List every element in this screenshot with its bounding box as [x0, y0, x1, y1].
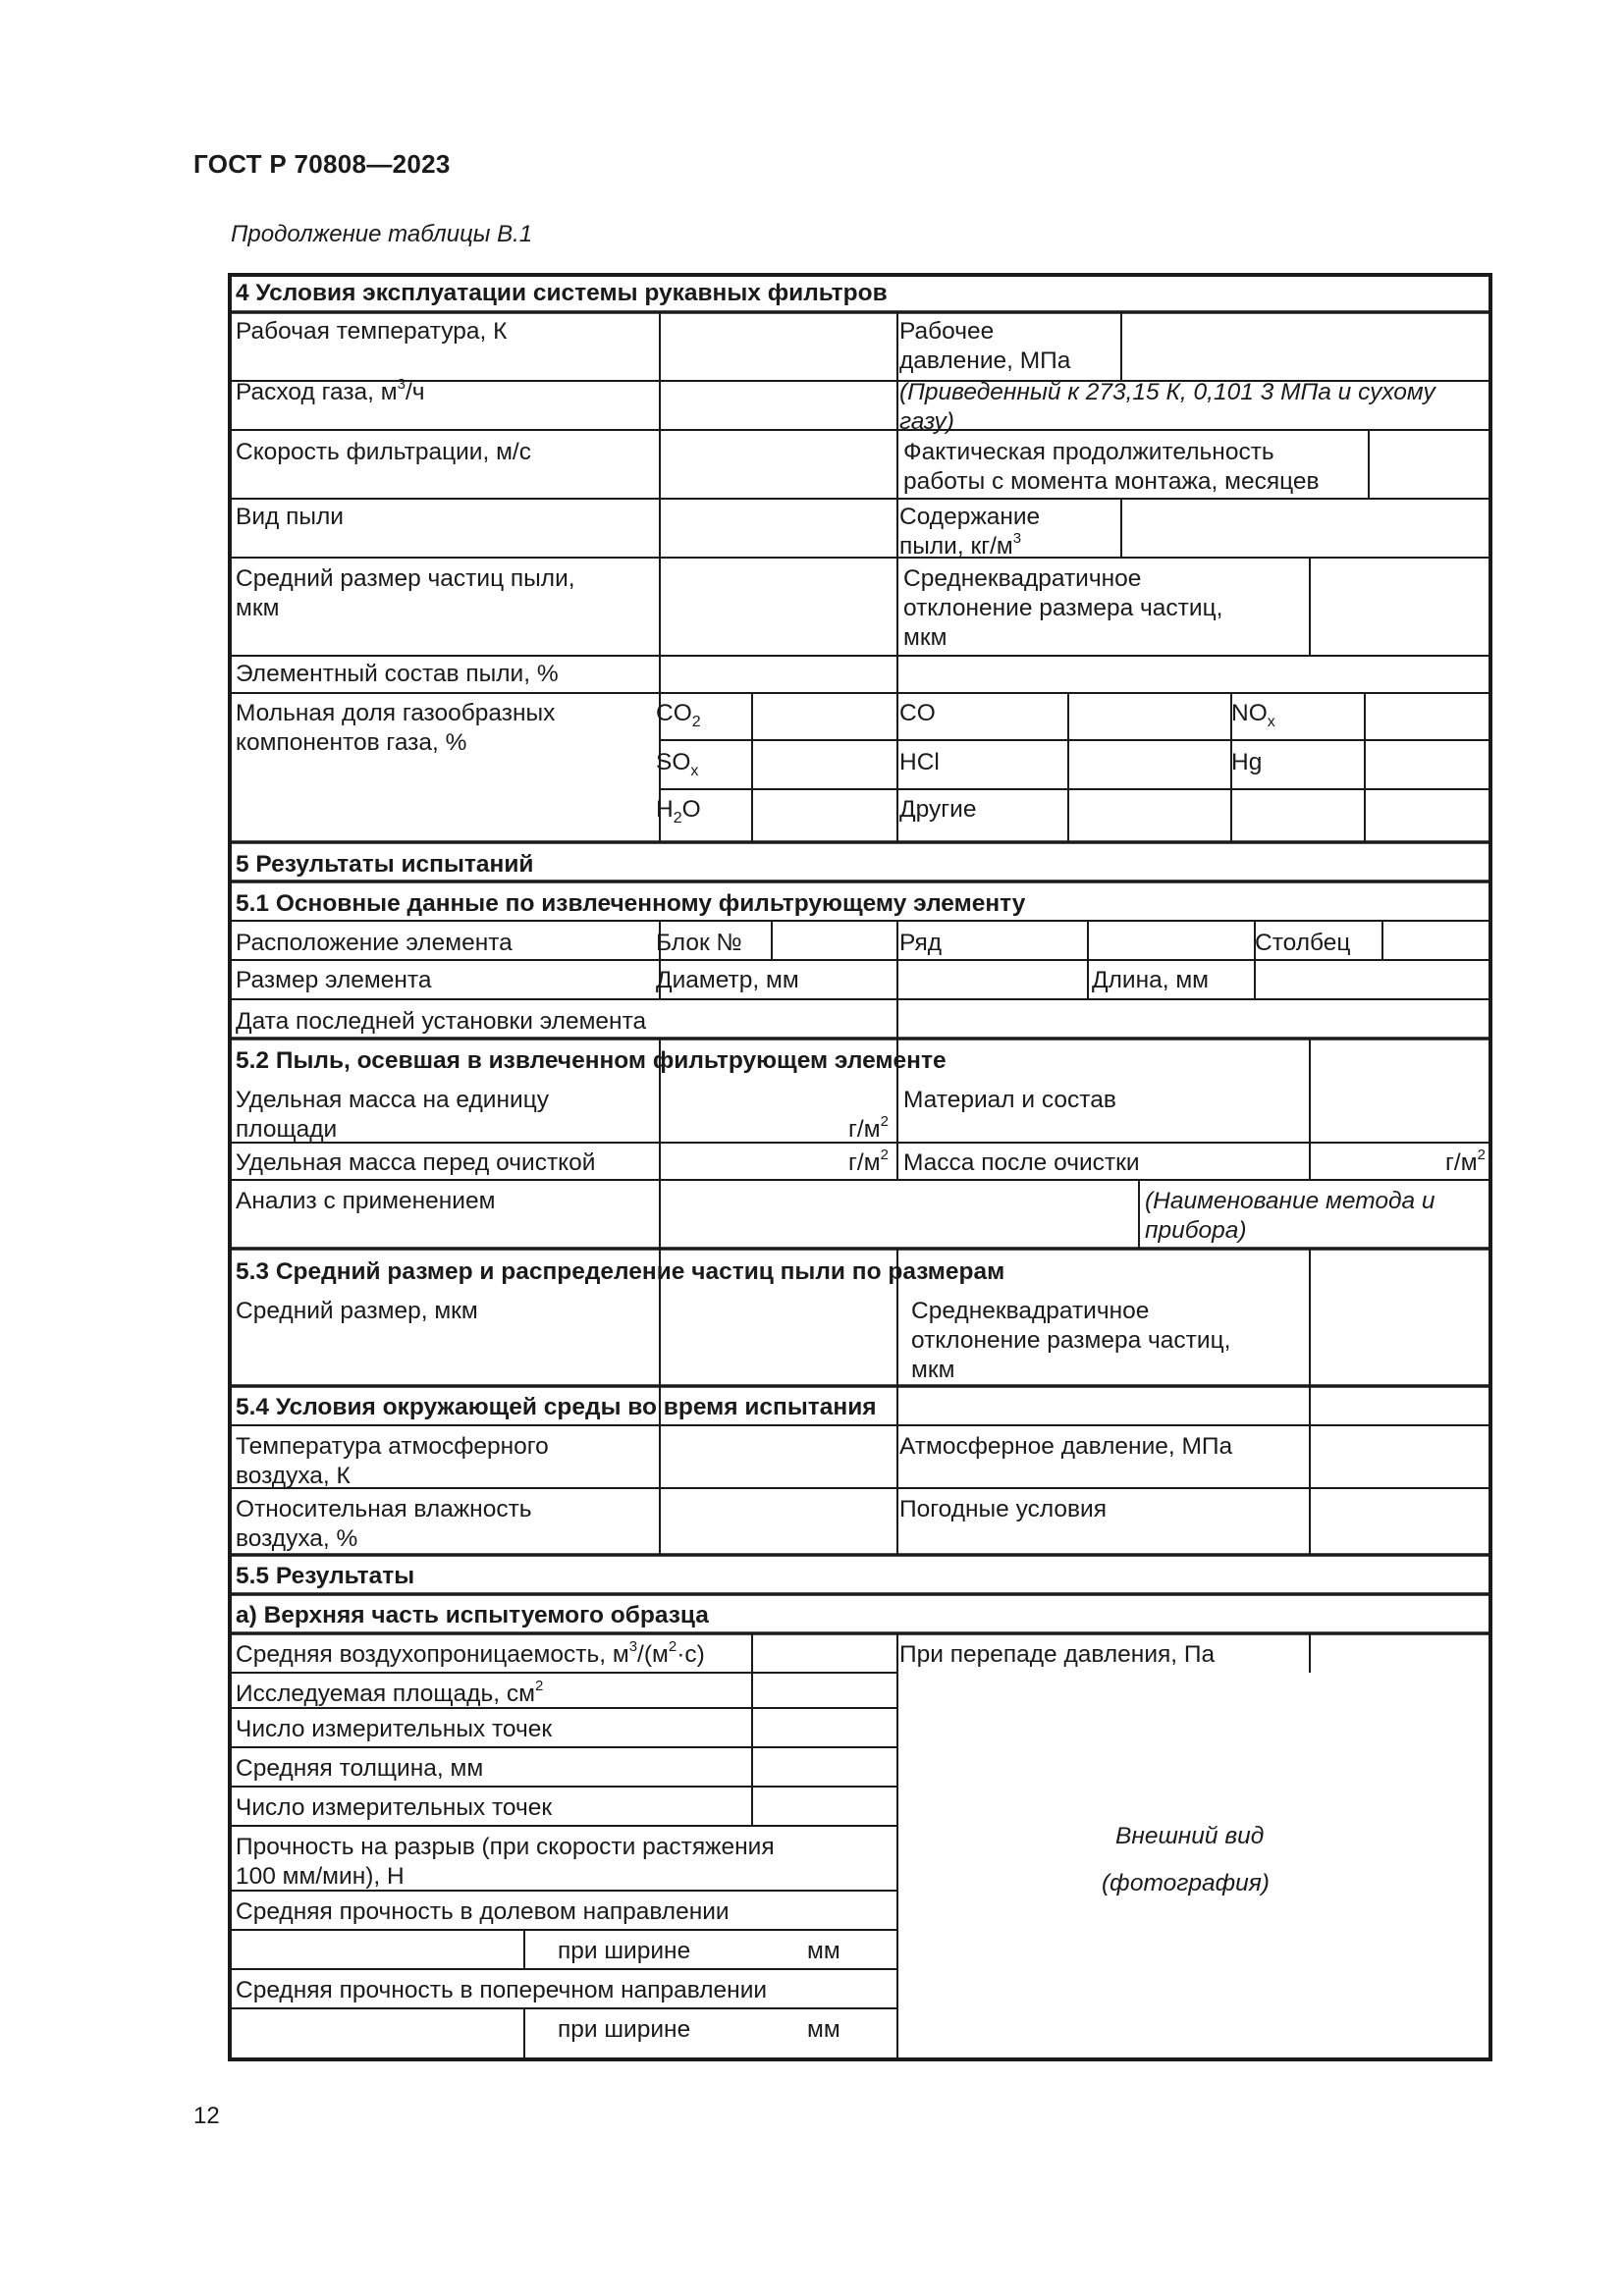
weather-label: Погодные условия [899, 1496, 1107, 1522]
mean-size-label-2: мкм [236, 595, 280, 621]
document-header: ГОСТ Р 70808—2023 [193, 149, 451, 179]
table-continuation-caption: Продолжение таблицы В.1 [231, 221, 533, 247]
gas-flow-label: Расход газа, $м^3/ч$ [236, 376, 425, 405]
elemental-composition-label: Элементный состав пыли, % [236, 661, 559, 687]
specific-mass-unit: $г/м^2$ [848, 1113, 889, 1143]
std-label-1: Среднеквадратичное [903, 565, 1142, 592]
std-label-2: отклонение размера частиц, [903, 595, 1223, 621]
std-label-3: мкм [903, 624, 947, 651]
cross-width-label: при ширине [558, 2016, 691, 2043]
long-strength-label: Средняя прочность в долевом направлении [236, 1898, 730, 1925]
nox-label: $NO_x$ [1231, 700, 1275, 730]
specific-mass-label-1: Удельная масса на единицу [236, 1087, 549, 1113]
section-5-5-a-title: а) Верхняя часть испытуемого образца [236, 1602, 709, 1629]
thickness-label: Средняя толщина, мм [236, 1755, 484, 1782]
area-label: Исследуемая площадь, $см^2$ [236, 1678, 544, 1707]
section-5-1-title: 5.1 Основные данные по извлеченному фильтрующему элементу [236, 890, 1026, 917]
material-label: Материал и состав [903, 1087, 1116, 1113]
cross-strength-label: Средняя прочность в поперечном направлении [236, 1977, 768, 2003]
section-5-title: 5 Результаты испытаний [236, 851, 534, 878]
method-note-2: прибора) [1145, 1217, 1247, 1244]
element-size-label: Размер элемента [236, 967, 432, 993]
section-5-2-title: 5.2 Пыль, осевшая в извлеченном фильтрующем элементе [236, 1047, 947, 1074]
method-note-1: (Наименование метода и [1145, 1188, 1435, 1214]
section-4-title: 4 Условия эксплуатации системы рукавных фильтров [236, 280, 888, 306]
molar-fraction-label-1: Мольная доля газообразных [236, 700, 556, 726]
other-label: Другие [899, 796, 977, 823]
photo-label-1: Внешний вид [1115, 1823, 1265, 1849]
humidity-label-2: воздуха, % [236, 1525, 358, 1552]
dust-type-label: Вид пыли [236, 504, 344, 530]
long-width-label: при ширине [558, 1938, 691, 1964]
h2o-label: $H_2O$ [656, 796, 701, 827]
diameter-label: Диаметр, мм [656, 967, 799, 993]
dust-content-label-2: пыли, $кг/м^3$ [899, 530, 1022, 560]
co-label: CO [899, 700, 936, 726]
element-location-label: Расположение элемента [236, 930, 513, 956]
photo-label-2: (фотография) [1102, 1870, 1270, 1896]
mass-before-unit: $г/м^2$ [848, 1147, 889, 1176]
permeability-label: Средняя воздухопроницаемость, $м^3/(м^2\cdot с)$ [236, 1638, 705, 1668]
atm-temp-label-1: Температура атмосферного [236, 1433, 549, 1460]
mean-size-label-1: Средний размер частиц пыли, [236, 565, 575, 592]
std-dev-label-1: Среднеквадратичное [911, 1298, 1150, 1324]
section-5-3-title: 5.3 Средний размер и распределение частиц пыли по размерам [236, 1258, 1005, 1285]
work-press-label-2: давление, МПа [899, 347, 1071, 374]
gas-flow-note-2: газу) [899, 408, 954, 435]
points-label-2: Число измерительных точек [236, 1794, 553, 1821]
long-width-unit: мм [807, 1938, 840, 1964]
atm-temp-label-2: воздуха, К [236, 1463, 351, 1489]
work-press-label-1: Рабочее [899, 318, 995, 345]
section-5-4-title: 5.4 Условия окружающей среды во время испытания [236, 1394, 877, 1420]
block-label: Блок № [656, 930, 742, 956]
tensile-strength-label-1: Прочность на разрыв (при скорости растяжения [236, 1834, 775, 1860]
work-temp-label: Рабочая температура, К [236, 318, 508, 345]
cross-width-unit: мм [807, 2016, 840, 2043]
gas-flow-note-1: (Приведенный к 273,15 К, 0,101 3 МПа и сухому [899, 379, 1435, 405]
install-date-label: Дата последней установки элемента [236, 1008, 647, 1035]
atm-pressure-label: Атмосферное давление, МПа [899, 1433, 1233, 1460]
mass-before-label: Удельная масса перед очисткой [236, 1149, 596, 1176]
pressure-drop-label: При перепаде давления, Па [899, 1641, 1216, 1668]
analysis-label: Анализ с применением [236, 1188, 496, 1214]
mass-after-label: Масса после очистки [903, 1149, 1140, 1176]
page-number: 12 [193, 2103, 220, 2129]
sox-label: $SO_x$ [656, 749, 699, 779]
duration-label-2: работы с момента монтажа, месяцев [903, 468, 1320, 495]
std-dev-label-2: отклонение размера частиц, [911, 1327, 1231, 1354]
length-label: Длина, мм [1092, 967, 1210, 993]
tensile-strength-label-2: 100 мм/мин), Н [236, 1863, 405, 1890]
column-label: Столбец [1255, 930, 1351, 956]
co2-label: $CO_2$ [656, 700, 701, 730]
humidity-label-1: Относительная влажность [236, 1496, 532, 1522]
mass-after-unit: $г/м^2$ [1445, 1147, 1486, 1176]
molar-fraction-label-2: компонентов газа, % [236, 729, 467, 756]
dust-content-label-1: Содержание [899, 504, 1041, 530]
std-dev-label-3: мкм [911, 1357, 955, 1383]
points-label-1: Число измерительных точек [236, 1716, 553, 1742]
specific-mass-label-2: площади [236, 1116, 338, 1143]
section-5-5-title: 5.5 Результаты [236, 1563, 415, 1589]
hg-label: Hg [1231, 749, 1263, 775]
test-report-table [228, 273, 1492, 2061]
mean-size-label: Средний размер, мкм [236, 1298, 478, 1324]
hcl-label: HCl [899, 749, 940, 775]
filtration-speed-label: Скорость фильтрации, м/с [236, 439, 531, 465]
duration-label-1: Фактическая продолжительность [903, 439, 1274, 465]
row-label: Ряд [899, 930, 943, 956]
